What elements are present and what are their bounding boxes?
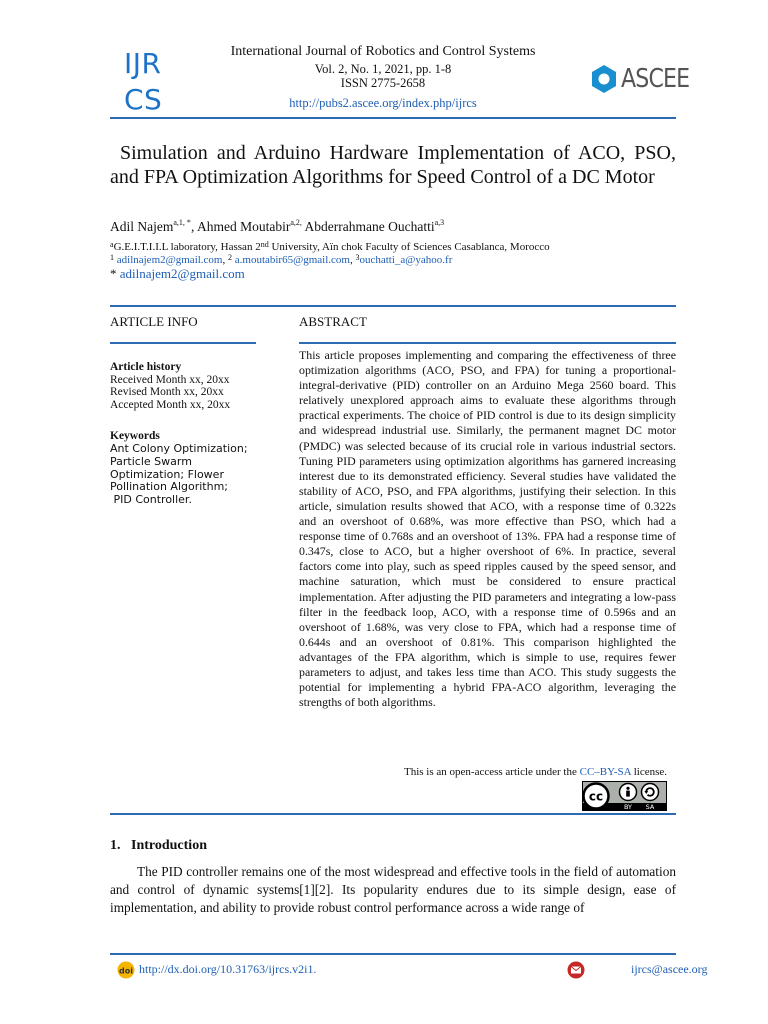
email-link[interactable]: a.moutabir65@gmail.com <box>234 254 350 266</box>
logo-line-2: CS <box>124 83 163 116</box>
license-note <box>404 766 667 778</box>
footer-rule <box>110 953 676 955</box>
introduction-heading <box>110 838 207 854</box>
doi-link[interactable]: http://dx.doi.org/10.31763/ijrcs.v2i1. <box>139 962 317 976</box>
author-sup: a,1, * <box>173 218 191 227</box>
abstract-text: This article proposes implementing and comparing the effectiveness of three optimization algorithms (ACO, PSO, and FPA) for tuning a proportional-integral-derivative (PID) controller on an Arduino Mega 2560 board. This relatively unexplored approach aims to evaluate these algorithms through practical experiments. The choice of PID control is due to its design simplicity and widespread industrial use. Similarly, the permanent magnet DC motor (PMDC) was selected because of its crucial role in various industrial sectors. Tuning PID parameters using optimization algorithms has garnered increasing interest due to its demonstrated efficiency. Several studies have validated the stability of ACO, PSO, and FPA algorithms, justifying their selection. In this article, simulation results showed that ACO, with a response time of 0.322s and an overshoot of 0.68%, was more effective than PSO, which had a response time of 0.768s and an overshoot of 13%. FPA had a response time of 0.347s, close to ACO, but a higher overshoot of 6%. In practice, several factors come into play, such as speed ripples caused by the speed sensor, and machine saturation, which must be considered to ensure practical implementation. After adjusting the PID parameters and integrating a low-pass filter in the feedback loop, ACO, with a response time of 0.596s and an overshoot of 1.68%, was very close to FPA, which had a response time of 0.644s and an overshoot of 0.81%. This comparison highlighted the advantages of the FPA algorithm, which is simple to use, requires fewer parameters to adjust, and takes less time than ACO. This study suggests the potential for implementing a hybrid FPA-ACO algorithm, leveraging the strengths of both algorithms. <box>299 348 676 710</box>
email-link[interactable]: adilnajem2@gmail.com <box>116 254 223 266</box>
header-rule <box>110 117 676 119</box>
abstract-rule <box>299 342 676 344</box>
keyword-line: Pollination Algorithm; <box>110 480 228 494</box>
footer-email-link[interactable]: ijrcs@ascee.org <box>631 962 708 976</box>
section-number: 1. <box>110 838 121 853</box>
history-received: Received Month xx, 20xx <box>110 374 230 386</box>
journal-volume: Vol. 2, No. 1, 2021, pp. 1-8 <box>314 62 452 76</box>
badge-sa-label: SA <box>645 803 655 811</box>
history-accepted: Accepted Month xx, 20xx <box>110 399 231 411</box>
cc-by-sa-badge[interactable] <box>582 781 667 816</box>
corresponding-mark: * <box>110 266 117 281</box>
keyword-line: Particle Swarm <box>110 454 192 468</box>
author-sup: a,2, <box>290 218 302 227</box>
title-block-rule <box>110 305 676 307</box>
keyword-line: Ant Colony Optimization; <box>110 442 248 455</box>
abstract-bottom-rule <box>110 813 676 815</box>
author-name: Abderrahmane Ouchatti <box>304 219 435 234</box>
license-suffix: license. <box>630 766 668 778</box>
ijrcs-logo <box>124 46 184 118</box>
badge-by-label: BY <box>623 803 633 811</box>
journal-url-link[interactable]: http://pubs2.ascee.org/index.php/ijrcs <box>289 96 477 110</box>
history-revised: Revised Month xx, 20xx <box>110 386 224 398</box>
abstract-heading: ABSTRACT <box>299 314 367 329</box>
ascee-hexagon-icon <box>591 64 617 94</box>
article-info-heading: ARTICLE INFO <box>110 314 198 329</box>
ascee-logo <box>591 64 701 94</box>
paper-title <box>110 141 676 189</box>
section-title: Introduction <box>131 838 207 853</box>
affiliation-post: University, Aïn chok Faculty of Sciences Casablanca, Morocco <box>268 241 550 253</box>
article-info-rule <box>110 342 256 344</box>
journal-title: International Journal of Robotics and Control Systems <box>230 44 536 59</box>
affiliation-pre: G.E.I.T.I.I.L laboratory, Hassan 2 <box>113 241 261 253</box>
author-name: Ahmed Moutabir <box>196 219 291 234</box>
paper-title-text: Simulation and Arduino Hardware Implementation of ACO, PSO, and FPA Optimization Algorithms for Speed Control of a DC Motor <box>110 142 676 188</box>
introduction-text: The PID controller remains one of the most widespread and effective tools in the field of automation and control of dynamic systems[1][2]. Its popularity endures due to its simple design, ease of implementation, and ability to provide robust control performance across a wide range of <box>110 864 676 916</box>
email-sup: 3 <box>355 253 360 262</box>
affiliation-sup: a <box>110 240 114 249</box>
author-name: Adil Najem <box>110 219 174 234</box>
email-link[interactable]: ouchatti_a@yahoo.fr <box>359 254 453 266</box>
author-sup: a,3 <box>434 218 445 227</box>
author-sep: , <box>190 219 197 234</box>
doi-icon <box>117 961 135 984</box>
license-link[interactable]: CC–BY-SA <box>579 766 631 778</box>
affiliation <box>110 241 676 253</box>
mail-icon <box>566 961 586 984</box>
email-sup: 1 <box>110 253 114 262</box>
email-sup: 2 <box>228 253 232 262</box>
author-emails: $^1$ adilnajem2@gmail.com, $^2$ a.moutabir65@gmail.com, $^3$ouchatti_a@yahoo.fr <box>110 253 453 266</box>
corresponding-author <box>110 266 676 282</box>
keyword-line: PID Controller. <box>110 493 192 507</box>
keywords-list <box>110 443 270 507</box>
article-history-heading: Article history <box>110 361 182 373</box>
license-prefix: This is an open-access article under the <box>404 766 580 778</box>
keyword-line: Optimization; Flower <box>110 467 224 481</box>
author-list <box>110 219 676 235</box>
corresponding-email-link[interactable]: adilnajem2@gmail.com <box>119 266 245 281</box>
ascee-text: ASCEE <box>621 64 690 94</box>
affiliation-ordinal: nd <box>260 240 269 249</box>
logo-line-1: IJR <box>124 47 162 80</box>
journal-issn: ISSN 2775-2658 <box>340 76 426 90</box>
keywords-heading: Keywords <box>110 430 160 442</box>
svg-text:cc: cc <box>588 789 604 804</box>
sa-share-alike-icon <box>642 784 659 801</box>
svg-text:doi: doi <box>119 966 133 976</box>
